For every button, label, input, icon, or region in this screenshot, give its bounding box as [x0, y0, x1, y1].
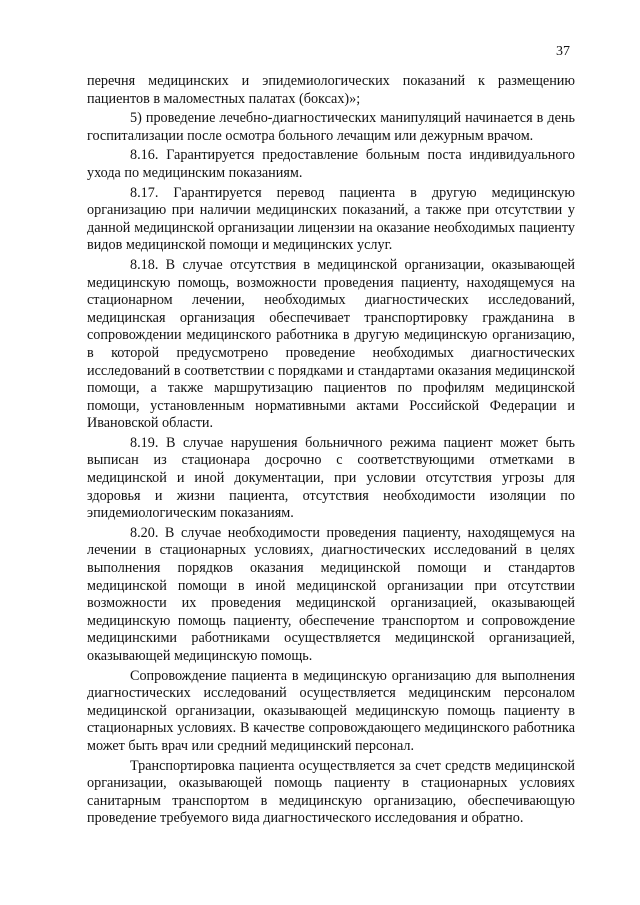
page-number: 37: [556, 44, 570, 59]
paragraph-8-16: 8.16. Гарантируется предоставление больным поста индивидуального ухода по медицинским показаниям.: [87, 147, 575, 181]
paragraph-8-19: 8.19. В случае нарушения больничного режима пациент может быть выписан из стационара досрочно с соответствующими отметками в медицинской и иной документации, при условии отсутствия угрозы для здоровья и жизни пациента, отсутствия необходимости изоляции по эпидемиологическим показаниям.: [87, 434, 575, 522]
paragraph-escort: Сопровождение пациента в медицинскую организацию для выполнения диагностических исследований осуществляется медицинским персоналом медицинской организации, оказывающей медицинскую помощь пациенту в стационарных условиях. В качестве сопровождающего медицинского работника может быть врач или средний медицинский персонал.: [87, 667, 575, 754]
page-body: [87, 73, 575, 828]
paragraph-8-17: 8.17. Гарантируется перевод пациента в другую медицинскую организацию при наличии медицинских показаний, а также при отсутствии у данной медицинской организации лицензии на оказание необходимых пациенту видов медицинской помощи и медицинских услуг.: [87, 184, 575, 254]
paragraph-8-18: 8.18. В случае отсутствия в медицинской организации, оказывающей медицинскую помощь, возможности проведения пациенту, находящемуся на стационарном лечении, необходимых диагностических исследований, медицинская организация обеспечивает транспортировку гражданина в сопровождении медицинского работника в другую медицинскую организацию, в которой предусмотрено проведение необходимых диагностических исследований в соответствии с порядками и стандартами оказания медицинской помощи, а также маршрутизацию пациентов по профилям медицинской помощи, установленным нормативными актами Российской Федерации и Ивановской области.: [87, 256, 575, 432]
paragraph-item-5: 5) проведение лечебно-диагностических манипуляций начинается в день госпитализации после осмотра больного лечащим или дежурным врачом.: [87, 110, 575, 144]
paragraph-continuation: перечня медицинских и эпидемиологических показаний к размещению пациентов в маломестных палатах (боксах)»;: [87, 73, 575, 107]
paragraph-transport: Транспортировка пациента осуществляется за счет средств медицинской организации, оказывающей помощь пациенту в стационарных условиях санитарным транспортом в медицинскую организацию, обеспечивающую проведение требуемого вида диагностического исследования и обратно.: [87, 757, 575, 827]
paragraph-8-20: 8.20. В случае необходимости проведения пациенту, находящемуся на лечении в стационарных условиях, диагностических исследований в целях выполнения порядков оказания медицинской помощи и стандартов медицинской помощи в иной медицинской организации при отсутствии возможности их проведения медицинской организацией, оказывающей медицинскую помощь пациенту, обеспечение транспортом и сопровождение медицинскими работниками осуществляется медицинской организацией, оказывающей медицинскую помощь.: [87, 524, 575, 664]
